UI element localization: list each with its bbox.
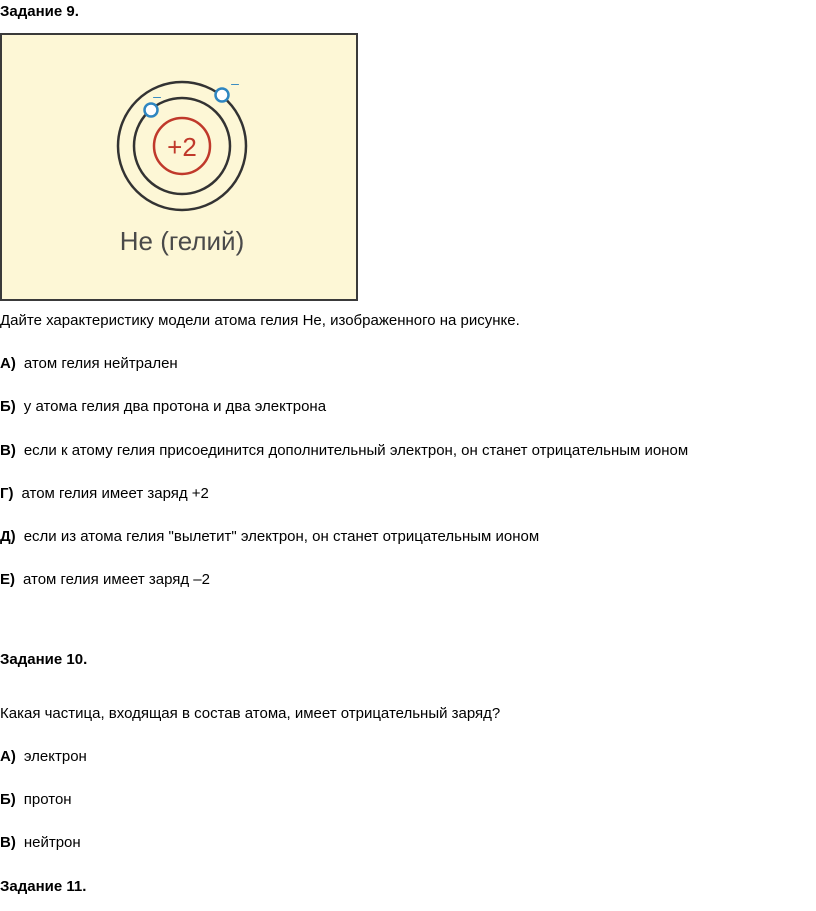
task10-option-v	[0, 833, 81, 853]
task9-option-g	[0, 484, 209, 504]
electron-2	[216, 89, 229, 102]
option-text: протон	[23, 791, 72, 808]
task9-option-e	[0, 570, 210, 590]
option-letter: В)	[0, 442, 16, 459]
electron-2-sign: –	[231, 75, 239, 91]
option-letter: Б)	[0, 791, 16, 808]
helium-atom-diagram	[2, 35, 356, 299]
option-text: у атома гелия два протона и два электрона	[23, 398, 327, 415]
option-text: нейтрон	[23, 834, 81, 851]
electron-1-sign: –	[153, 88, 161, 104]
helium-atom-figure	[0, 33, 358, 301]
task11-title: Задание 11.	[0, 878, 87, 895]
task9-option-a	[0, 354, 178, 374]
task9-title: Задание 9.	[0, 3, 79, 20]
option-letter: Б)	[0, 398, 16, 415]
nucleus-charge: +2	[167, 132, 197, 162]
task9-question: Дайте характеристику модели атома гелия He, изображенного на рисунке.	[0, 312, 520, 329]
task10-question: Какая частица, входящая в состав атома, имеет отрицательный заряд?	[0, 705, 501, 722]
option-text: если из атома гелия "вылетит" электрон, он станет отрицательным ионом	[23, 528, 540, 545]
option-text: атом гелия имеет заряд –2	[23, 571, 210, 588]
figure-caption: He (гелий)	[119, 226, 245, 256]
task9-option-b	[0, 397, 326, 417]
option-letter: Е)	[0, 571, 15, 588]
task10-title: Задание 10.	[0, 651, 88, 668]
option-letter: Д)	[0, 528, 16, 545]
option-text: атом гелия нейтрален	[23, 355, 178, 372]
option-text: если к атому гелия присоединится дополнительный электрон, он станет отрицательным ионом	[23, 442, 689, 459]
task10-option-b	[0, 790, 72, 810]
option-letter: В)	[0, 834, 16, 851]
option-letter: Г)	[0, 485, 14, 502]
electron-1	[145, 104, 158, 117]
option-letter: А)	[0, 748, 16, 765]
task9-option-d	[0, 527, 539, 547]
option-text: атом гелия имеет заряд +2	[21, 485, 209, 502]
task9-option-v	[0, 441, 688, 461]
task10-option-a	[0, 747, 87, 767]
option-text: электрон	[23, 748, 87, 765]
option-letter: А)	[0, 355, 16, 372]
